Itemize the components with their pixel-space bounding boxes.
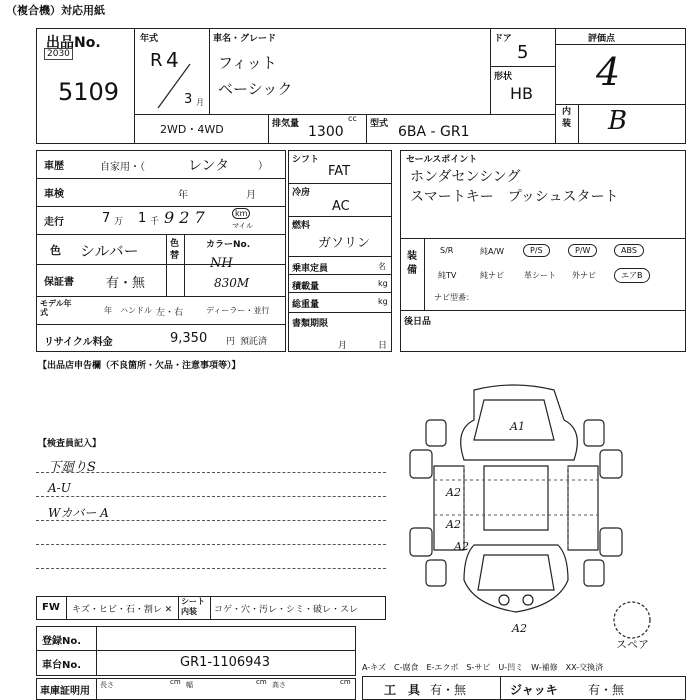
model-year-label: モデル年式 [40,299,72,317]
load-unit: kg [378,279,388,288]
color-label: 色 [50,244,61,257]
equipment-label: 装備 [407,251,417,276]
year-num: 4 [166,48,179,72]
registration-label: 登録No. [42,636,82,647]
chassis-value: GR1-1106943 [180,655,270,670]
warranty-value: 有・無 [106,276,146,291]
sales-point-line2: スマートキー プッシュスタート [410,189,619,205]
displacement-unit: cc [348,114,357,123]
recycle-note: 預託済 [240,337,268,347]
seat-label: シート内装 [181,597,205,616]
doc-deadline-label: 書類期限 [292,319,329,329]
score-value: 4 [596,50,621,94]
navi-model-label: ナビ型番： [434,293,474,302]
equip-ext-navi: 外ナビ [572,271,596,280]
fuel-value: ガソリン [318,236,371,251]
fuel-label: 燃料 [292,221,311,231]
color-code-label: カラーNo. [206,240,251,250]
inspector-label: 【検査員記入】 [38,439,102,449]
chassis-label: 車台No. [42,660,82,671]
cert-label: 車庫証明用 [40,686,90,697]
tools-value: 有・無 [430,683,467,697]
damage-mark-4: A2 [454,540,469,553]
score-label: 評価点 [588,34,616,44]
model-year-y: 年 [104,306,112,315]
year-slash [150,60,200,112]
damage-mark-1: A1 [510,420,525,433]
equip-airbag: エアB [614,268,650,283]
displacement-value: 1300 [308,124,344,140]
color-code-2: 830M [214,276,250,290]
damage-mark-5: A2 [512,622,527,635]
cert-height: 高さ [272,681,286,689]
damage-mark-3: A2 [446,518,461,531]
dealer-label: ディーラー・並行 [206,306,270,315]
model-label: 車名・グレード [213,34,277,44]
equip-tv: 純TV [438,271,457,280]
doc-deadline-m: 月 [338,341,348,351]
mileage-label: 走行 [44,217,64,228]
damage-legend: A-キズ C-腐食 E-エクボ S-サビ U-凹ミ W-補修 XX-交換済 [362,663,604,672]
history-close: ） [258,161,268,172]
jack-value: 有・無 [588,683,625,697]
doc-deadline-d: 日 [378,341,388,351]
handle-label: ハンドル [120,306,152,315]
inspector-line-3: Wカバー A [48,506,109,520]
cert-unit-3: cm [340,678,351,686]
inspector-line-2: A-U [48,481,71,495]
capacity-label: 乗車定員 [292,264,329,274]
handle-lr: 左・右 [156,308,184,318]
color-code-1: NH [210,256,233,271]
load-label: 積載量 [292,282,320,292]
equip-ps: P/S [523,244,550,257]
car-damage-diagram [404,380,688,642]
type-label: 型式 [370,119,389,129]
warranty-label: 保証書 [44,277,74,288]
color-value: シルバー [80,242,139,260]
shift-label: シフト [292,155,320,165]
mileage-km: km [232,208,250,219]
history-options: 自家用・（ [100,162,145,173]
mileage-sen-unit: 千 [150,217,160,227]
year-era: R [150,50,163,71]
shape-label: 形状 [494,72,513,82]
weight-unit: kg [378,297,388,306]
weight-label: 総重量 [292,300,320,310]
tools-label: 工 具 [384,683,421,697]
type-value: 6BA - GR1 [398,124,470,140]
mileage-rest: 9 2 7 [164,208,205,227]
sales-point-label: セールスポイント [406,155,478,165]
spare-label: スペア [616,638,649,651]
equip-abs: ABS [614,244,644,257]
later-label: 後日品 [404,317,432,327]
model-grade: ベーシック [218,80,293,98]
doors-label: ドア [494,34,512,44]
inspector-line-1: 下廻りS [48,460,96,475]
model-name: フィット [218,54,277,72]
year-month: 3 [184,92,193,107]
inspection-month: 月 [246,190,256,201]
ac-label: 冷房 [292,188,311,198]
seat-items: コゲ・穴・汚レ・シミ・破レ・スレ [214,605,359,615]
equip-pw: P/W [568,244,597,257]
vehicle-info-block [36,150,286,352]
declaration-label: 【出品店申告欄（不良箇所・欠品・注意事項等）】 [38,361,241,371]
drive-label: 2WD・4WD [160,123,224,136]
equip-navi: 純ナビ [480,271,504,280]
recycle-value: 9,350 [170,331,208,346]
shift-value: FAT [328,164,351,179]
year-month-unit: 月 [196,98,204,107]
mileage-man: 7 [102,211,111,226]
equip-awheel: 純A/W [480,247,505,256]
lot-label: 出品No. [46,35,101,51]
lot-tag: 2030 [44,48,73,60]
color-swap-label: 色替 [170,239,180,261]
lot-number: 5109 [58,78,120,106]
mileage-man-unit: 万 [114,217,124,227]
inspection-label: 車検 [44,189,64,200]
interior-value: B [608,106,628,136]
cert-length: 長さ [100,681,114,689]
doors-value: 5 [517,42,529,63]
recycle-unit: 円 [226,337,236,347]
cert-width: 幅 [186,681,193,689]
cert-unit-1: cm [170,678,181,686]
mileage-sen: 1 [138,211,147,226]
capacity-unit: 名 [378,262,386,271]
sales-point-line1: ホンダセンシング [410,169,521,185]
equip-sr: S/R [440,246,454,255]
history-label: 車歴 [44,161,64,172]
displacement-label: 排気量 [272,119,300,129]
inspection-year: 年 [178,190,188,201]
cert-unit-2: cm [256,678,267,686]
ac-value: AC [332,199,350,214]
mileage-mile: マイル [232,222,253,230]
shape-value: HB [510,84,534,103]
jack-label: ジャッキ [510,683,558,697]
recycle-label: リサイクル料金 [44,337,113,348]
interior-label: 内装 [562,107,572,129]
fw-label: FW [42,602,60,613]
damage-mark-2: A2 [446,486,461,499]
equip-leather: 革シート [524,271,556,280]
header-note: （複合機）対応用紙 [6,4,105,17]
year-label: 年式 [140,34,159,44]
fw-items: キズ・ヒビ・石・割レ ✕ [72,605,173,615]
history-value: レンタ [188,158,230,174]
